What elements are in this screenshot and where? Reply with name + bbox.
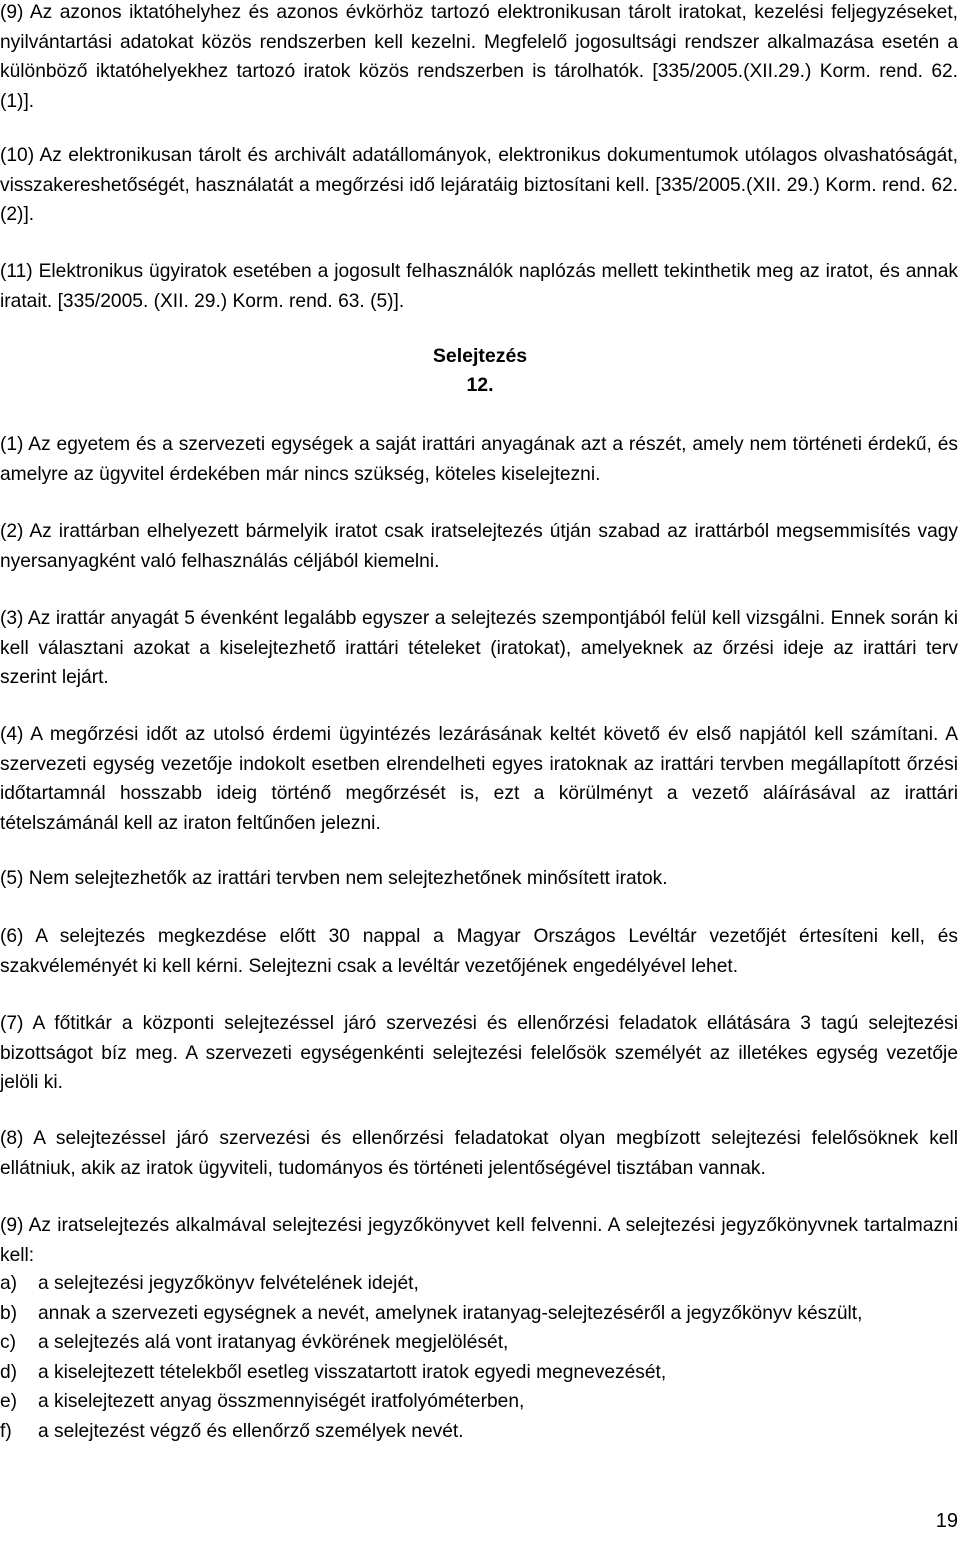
selejtezes-paragraph-9: (9) Az iratselejtezés alkalmával selejtezési jegyzőkönyvet kell felvenni. A selejtezési jegyzőkönyvnek tartalmazni kell: bbox=[0, 1215, 958, 1266]
list-item-label: d) bbox=[0, 1361, 18, 1383]
section-title: Selejtezés bbox=[432, 345, 528, 367]
selejtezes-paragraph-4: (4) A megőrzési időt az utolsó érdemi ügyintézés lezárásának keltét követő év első napjától kell számítani. A szervezeti egység vezetője indokolt esetben elrendelheti egyes iratoknak az irattári tervben megállapított őrzési időtartamnál hosszabb ideig történő megőrzését is, ezt a körülményt a vezető aláírásával az irattári tételszámánál kell az iraton feltűnően jelezni. bbox=[0, 724, 958, 834]
page-number: 19 bbox=[935, 1510, 958, 1532]
paragraph-9: (9) Az azonos iktatóhelyhez és azonos évkörhöz tartozó elektronikusan tárolt iratokat, kezelési feljegyzéseket, nyilvántartási adatokat közös rendszerben kell kezelni. Megfelelő jogosultsági rendszer alkalmazása esetén a különböző iktatóhelyekhez tartozó iratok közös rendszerben is tárolhatók. [335/2005.(XII.29.) Korm. rend. 62. (1)]. bbox=[0, 2, 958, 112]
section-number: 12. bbox=[466, 374, 494, 396]
list-item bbox=[0, 1387, 958, 1417]
selejtezes-paragraph-8: (8) A selejtezéssel járó szervezési és ellenőrzési feladatokat olyan megbízott selejtezési felelősöknek kell ellátniuk, akik az iratok ügyviteli, tudományos és történeti jelentőségével tisztában vannak. bbox=[0, 1128, 958, 1179]
list-item-text: a selejtezési jegyzőkönyv felvételének idejét, bbox=[38, 1273, 419, 1294]
list-item-text: a selejtezés alá vont iratanyag évkörének megjelölését, bbox=[38, 1332, 509, 1353]
list-item bbox=[0, 1328, 958, 1358]
list-item bbox=[0, 1269, 958, 1299]
list-item bbox=[0, 1417, 958, 1447]
list-item-text: a kiselejtezett tételekből esetleg visszatartott iratok egyedi megnevezését, bbox=[38, 1361, 667, 1383]
list-item-text: annak a szervezeti egységnek a nevét, amelynek iratanyag-selejtezéséről a jegyzőkönyv készült, bbox=[38, 1302, 863, 1324]
list-item-label: a) bbox=[0, 1273, 18, 1294]
list-item-label: f) bbox=[0, 1420, 12, 1442]
selejtezes-paragraph-2: (2) Az irattárban elhelyezett bármelyik iratot csak iratselejtezés útján szabad az irattárból megsemmisítés vagy nyersanyagként való felhasználás céljából kiemelni. bbox=[0, 521, 958, 572]
selejtezes-paragraph-3: (3) Az irattár anyagát 5 évenként legalább egyszer a selejtezés szempontjából felül kell vizsgálni. Ennek során ki kell választani azokat a kiselejtezhető irattári tételeket (iratokat), amelyeknek az őrzési ideje az irattári terv szerint lejárt. bbox=[0, 608, 958, 688]
paragraph-11: (11) Elektronikus ügyiratok esetében a jogosult felhasználók naplózás mellett tekinthetik meg az iratot, és annak iratait. [335/2005. (XII. 29.) Korm. rend. 63. (5)]. bbox=[0, 261, 958, 312]
list-item bbox=[0, 1358, 958, 1388]
list-item-label: e) bbox=[0, 1391, 18, 1412]
protocol-contents-list bbox=[0, 1269, 958, 1446]
paragraph-10: (10) Az elektronikusan tárolt és archivált adatállományok, elektronikus dokumentumok utólagos olvashatóságát, visszakereshetőségét, használatát a megőrzési idő lejáratáig biztosítani kell. [335/2005.(XII. 29.) Korm. rend. 62. (2)]. bbox=[0, 145, 958, 225]
selejtezes-paragraph-6: (6) A selejtezés megkezdése előtt 30 nappal a Magyar Országos Levéltár vezetőjét értesíteni kell, és szakvéleményét ki kell kérni. Selejtezni csak a levéltár vezetőjének engedélyével lehet. bbox=[0, 926, 958, 977]
list-item-label: b) bbox=[0, 1302, 18, 1324]
selejtezes-paragraph-1: (1) Az egyetem és a szervezeti egységek a saját irattári anyagának azt a részét, amely nem történeti érdekű, és amelyre az ügyvitel érdekében már nincs szükség, köteles kiselejtezni. bbox=[0, 434, 958, 485]
list-item-text: a kiselejtezett anyag összmennyiségét iratfolyóméterben, bbox=[38, 1391, 525, 1412]
list-item-label: c) bbox=[0, 1332, 16, 1353]
list-item-text: a selejtezést végző és ellenőrző személyek nevét. bbox=[38, 1420, 464, 1442]
list-item bbox=[0, 1299, 958, 1329]
selejtezes-paragraph-7: (7) A főtitkár a központi selejtezéssel járó szervezési és ellenőrzési feladatok ellátására 3 tagú selejtezési bizottságot bíz meg. A szervezeti egységenkénti selejtezési felelősök személyét az illetékes egység vezetője jelöli ki. bbox=[0, 1013, 958, 1093]
selejtezes-paragraph-5: (5) Nem selejtezhetők az irattári tervben nem selejtezhetőnek minősített iratok. bbox=[0, 868, 668, 889]
